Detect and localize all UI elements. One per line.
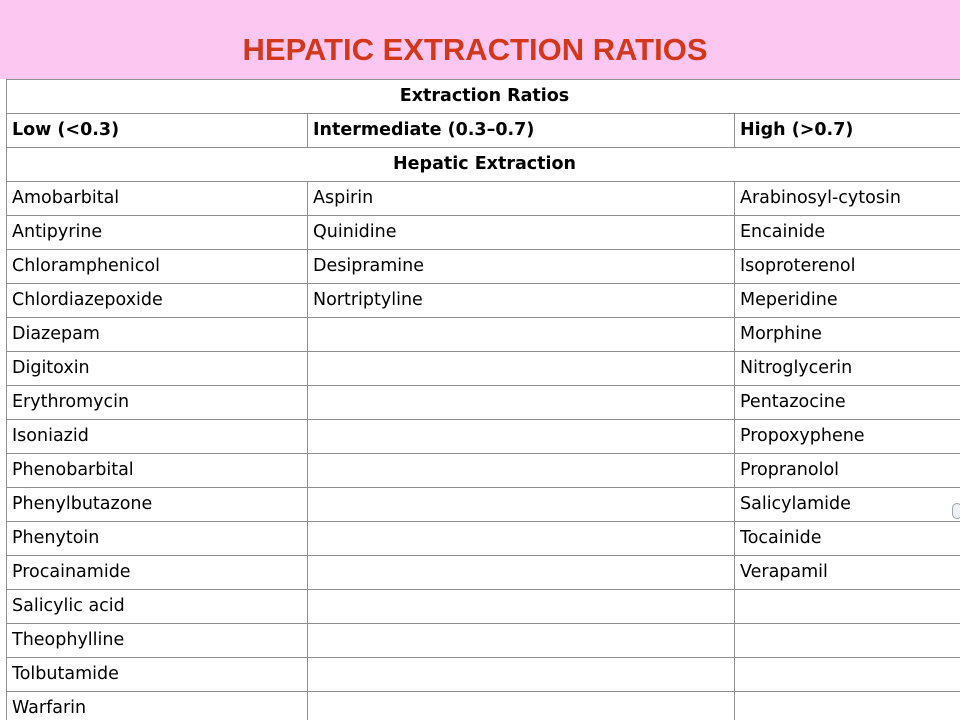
cell-low: Tolbutamide: [7, 658, 308, 692]
cell-high: [735, 658, 960, 692]
cell-intermediate: [308, 420, 735, 454]
table-row: [7, 624, 960, 658]
cell-intermediate: [308, 522, 735, 556]
cell-intermediate: [308, 692, 735, 720]
cell-low: Amobarbital: [7, 182, 308, 216]
cell-high: Propranolol: [735, 454, 960, 488]
cell-low: Phenylbutazone: [7, 488, 308, 522]
scroll-handle[interactable]: [952, 503, 960, 519]
cell-intermediate: [308, 352, 735, 386]
cell-high: [735, 624, 960, 658]
group-header: Extraction Ratios: [7, 80, 960, 114]
cell-low: Theophylline: [7, 624, 308, 658]
cell-low: Chloramphenicol: [7, 250, 308, 284]
table-row: [7, 454, 960, 488]
section-header: Hepatic Extraction: [7, 148, 960, 182]
table-row: [7, 182, 960, 216]
table-row: [7, 216, 960, 250]
cell-low: Procainamide: [7, 556, 308, 590]
cell-high: [735, 590, 960, 624]
cell-low: Antipyrine: [7, 216, 308, 250]
cell-high: Meperidine: [735, 284, 960, 318]
table-row: [7, 556, 960, 590]
cell-high: Propoxyphene: [735, 420, 960, 454]
extraction-ratios-table: [6, 79, 960, 720]
extraction-table-container: [6, 79, 960, 720]
table-row: [7, 284, 960, 318]
section-header-row: [7, 148, 960, 182]
cell-high: Verapamil: [735, 556, 960, 590]
cell-high: Encainide: [735, 216, 960, 250]
table-row: [7, 420, 960, 454]
cell-low: Erythromycin: [7, 386, 308, 420]
cell-high: Salicylamide: [735, 488, 960, 522]
column-header-intermediate: Intermediate (0.3–0.7): [308, 114, 735, 148]
column-header-high: High (>0.7): [735, 114, 960, 148]
cell-low: Digitoxin: [7, 352, 308, 386]
cell-low: Isoniazid: [7, 420, 308, 454]
cell-low: Phenobarbital: [7, 454, 308, 488]
table-row: [7, 386, 960, 420]
cell-intermediate: [308, 318, 735, 352]
group-header-row: [7, 80, 960, 114]
cell-high: Tocainide: [735, 522, 960, 556]
table-row: [7, 352, 960, 386]
cell-low: Warfarin: [7, 692, 308, 720]
cell-intermediate: [308, 386, 735, 420]
cell-intermediate: [308, 624, 735, 658]
cell-high: Pentazocine: [735, 386, 960, 420]
table-row: [7, 692, 960, 720]
table-row: [7, 250, 960, 284]
table-body: [7, 182, 960, 720]
cell-intermediate: [308, 556, 735, 590]
cell-intermediate: Aspirin: [308, 182, 735, 216]
cell-high: [735, 692, 960, 720]
table-row: [7, 488, 960, 522]
cell-high: Arabinosyl-cytosin: [735, 182, 960, 216]
cell-intermediate: [308, 590, 735, 624]
table-row: [7, 522, 960, 556]
column-header-row: [7, 114, 960, 148]
column-header-low: Low (<0.3): [7, 114, 308, 148]
cell-intermediate: [308, 454, 735, 488]
cell-high: Nitroglycerin: [735, 352, 960, 386]
cell-intermediate: [308, 488, 735, 522]
cell-low: Diazepam: [7, 318, 308, 352]
cell-high: Isoproterenol: [735, 250, 960, 284]
cell-low: Phenytoin: [7, 522, 308, 556]
table-row: [7, 658, 960, 692]
cell-intermediate: Quinidine: [308, 216, 735, 250]
cell-intermediate: Nortriptyline: [308, 284, 735, 318]
table-row: [7, 590, 960, 624]
page-title: HEPATIC EXTRACTION RATIOS: [242, 32, 708, 67]
cell-low: Salicylic acid: [7, 590, 308, 624]
cell-low: Chlordiazepoxide: [7, 284, 308, 318]
cell-intermediate: [308, 658, 735, 692]
cell-intermediate: Desipramine: [308, 250, 735, 284]
table-row: [7, 318, 960, 352]
cell-high: Morphine: [735, 318, 960, 352]
